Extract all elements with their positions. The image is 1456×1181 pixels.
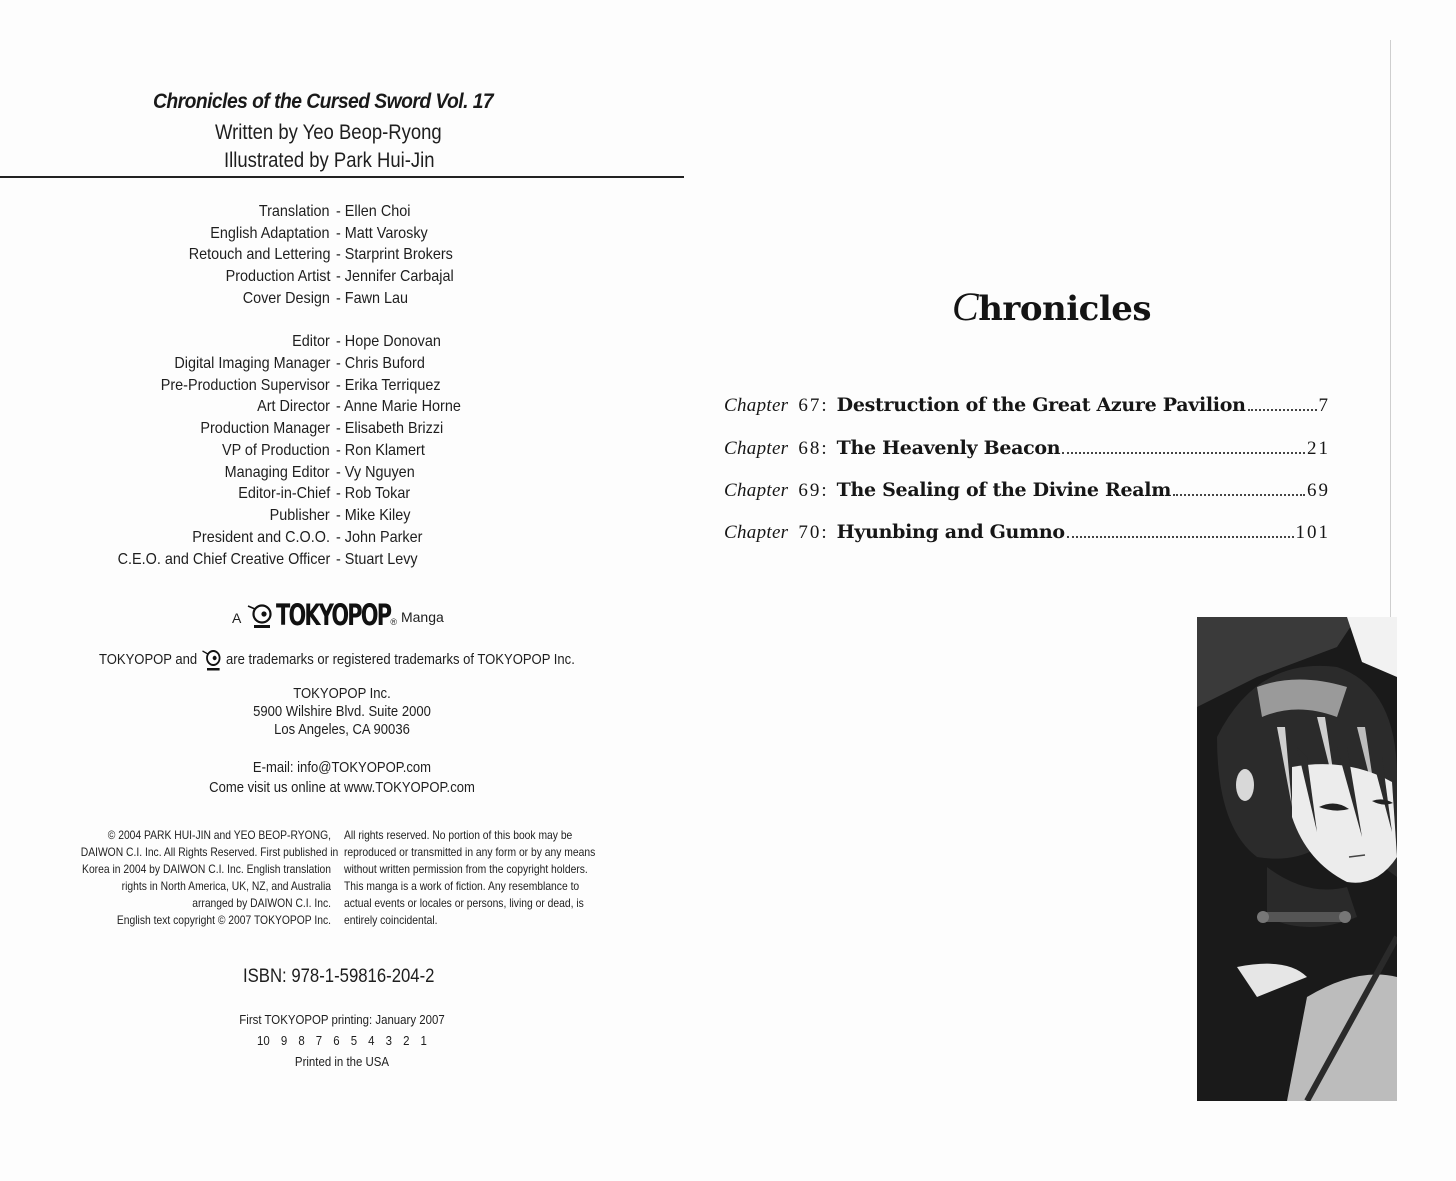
credit-name: - Stuart Levy: [336, 551, 418, 568]
address-line: 5900 Wilshire Blvd. Suite 2000: [253, 704, 431, 720]
credit-row: [0, 420, 700, 442]
publisher-address: [0, 685, 684, 739]
credit-role: Digital Imaging Manager: [173, 355, 330, 372]
credit-name: - Elisabeth Brizzi: [336, 420, 444, 437]
tokyopop-eye-logo-icon: [247, 602, 273, 628]
credit-name: - Fawn Lau: [336, 290, 409, 307]
printed-in: Printed in the USA: [294, 1054, 390, 1069]
rights-line: actual events or locales or persons, living or dead, is: [344, 896, 584, 910]
toc-page-number: 69: [1307, 480, 1330, 501]
credit-row: [0, 225, 700, 247]
credit-name: - Chris Buford: [336, 355, 425, 372]
copyright-notice: [40, 827, 339, 929]
publisher-logo-line: [232, 600, 444, 630]
credit-role: Production Manager: [200, 420, 330, 437]
toc-chapter-label: Chapter: [724, 438, 789, 459]
credit-name: - Erika Terriquez: [336, 377, 441, 394]
publisher-contact: [0, 758, 684, 798]
illustrator-credit: Illustrated by Park Hui-Jin: [224, 149, 435, 172]
toc-chapter-title: Destruction of the Great Azure Pavilion: [836, 394, 1246, 416]
toc-chapter-label: Chapter: [724, 522, 789, 543]
credit-row: [0, 442, 700, 464]
author-credit: Written by Yeo Beop-Ryong: [215, 121, 442, 144]
website-line: Come visit us online at www.TOKYOPOP.com: [209, 780, 475, 796]
copyright-line: © 2004 PARK HUI-JIN and YEO BEOP-RYONG,: [107, 828, 331, 842]
credit-name: - Mike Kiley: [336, 507, 411, 524]
credit-name: - Vy Nguyen: [336, 464, 415, 481]
credit-row: [0, 551, 700, 573]
toc-leader-dots: [1248, 408, 1317, 411]
toc-chapter-number: 67:: [798, 395, 829, 416]
credit-row: [0, 268, 700, 290]
heading-initial: C: [952, 284, 979, 329]
toc-entry[interactable]: [724, 479, 1330, 507]
toc-chapter-title: Hyunbing and Gumno: [836, 521, 1065, 543]
credit-role: English Adaptation: [210, 225, 330, 242]
rights-notice: [344, 827, 644, 929]
credit-name: - Rob Tokar: [336, 485, 411, 502]
credit-row: [0, 529, 700, 551]
rights-line: reproduced or transmitted in any form or by any means: [344, 845, 596, 859]
credit-row: [0, 377, 700, 399]
credit-role: Art Director: [257, 398, 330, 415]
credit-role: Retouch and Lettering: [188, 246, 330, 263]
toc-page-number: 101: [1295, 522, 1330, 543]
credit-name: - Matt Varosky: [336, 225, 428, 242]
credit-role: Publisher: [269, 507, 330, 524]
credit-role: Editor-in-Chief: [237, 485, 330, 502]
registered-mark: ®: [390, 617, 397, 627]
credit-name: - Hope Donovan: [336, 333, 441, 350]
credit-row: [0, 290, 700, 312]
rights-line: without written permission from the copyright holders.: [344, 862, 588, 876]
toc-chapter-number: 68:: [798, 438, 829, 459]
trademark-notice: [99, 648, 575, 672]
credit-row: [0, 464, 700, 486]
toc-leader-dots: [1062, 451, 1305, 454]
rights-line: entirely coincidental.: [344, 913, 438, 927]
toc-entry[interactable]: [724, 521, 1330, 549]
tokyopop-eye-icon: [202, 648, 222, 672]
logo-suffix: Manga: [400, 609, 444, 625]
credit-name: - John Parker: [336, 529, 423, 546]
credit-name: - Ellen Choi: [336, 203, 411, 220]
credit-role: VP of Production: [222, 442, 330, 459]
toc-chapter-label: Chapter: [724, 480, 789, 501]
credit-role: President and C.O.O.: [192, 529, 330, 546]
credit-row: [0, 507, 700, 529]
credit-row: [0, 398, 700, 420]
credit-name: - Ron Klamert: [336, 442, 425, 459]
credit-row: [0, 485, 700, 507]
credit-role: Cover Design: [242, 290, 330, 307]
credit-row: [0, 246, 700, 268]
logo-prefix: A: [232, 610, 242, 626]
credit-name: - Anne Marie Horne: [336, 398, 461, 415]
toc-chapter-title: The Heavenly Beacon: [836, 437, 1061, 459]
toc-leader-dots: [1173, 493, 1305, 496]
rights-line: This manga is a work of fiction. Any resemblance to: [344, 879, 580, 893]
toc-page-number: 21: [1307, 438, 1330, 459]
email-line: E-mail: info@TOKYOPOP.com: [252, 760, 432, 776]
isbn: ISBN: 978-1-59816-204-2: [243, 966, 435, 987]
first-printing: First TOKYOPOP printing: January 2007: [239, 1012, 445, 1027]
credit-role: Managing Editor: [225, 464, 330, 481]
credit-row: [0, 333, 700, 355]
credit-role: C.E.O. and Chief Creative Officer: [117, 551, 330, 568]
header-divider: [0, 176, 684, 178]
address-line: Los Angeles, CA 90036: [274, 722, 410, 738]
printing-info: [0, 1009, 684, 1072]
contents-heading: [952, 283, 1151, 330]
copyright-line: DAIWON C.I. Inc. All Rights Reserved. First published in: [80, 845, 339, 859]
book-title: Chronicles of the Cursed Sword Vol. 17: [153, 90, 494, 113]
print-line: 10 9 8 7 6 5 4 3 2 1: [257, 1033, 427, 1048]
copyright-line: rights in North America, UK, NZ, and Australia: [121, 879, 331, 893]
trademark-text-before: TOKYOPOP and: [99, 652, 198, 668]
toc-chapter-label: Chapter: [724, 395, 789, 416]
trademark-text-after: are trademarks or registered trademarks of TOKYOPOP Inc.: [225, 652, 575, 668]
credit-role: Production Artist: [225, 268, 330, 285]
credit-row: [0, 355, 700, 377]
toc-leader-dots: [1067, 535, 1294, 538]
address-line: TOKYOPOP Inc.: [293, 686, 391, 702]
toc-entry[interactable]: [724, 394, 1330, 422]
copyright-line: Korea in 2004 by DAIWON C.I. Inc. English translation: [82, 862, 331, 876]
rights-line: All rights reserved. No portion of this book may be: [344, 828, 573, 842]
credit-role: Pre-Production Supervisor: [161, 377, 330, 394]
toc-chapter-number: 70:: [798, 522, 829, 543]
heading-rest: hronicles: [978, 289, 1152, 329]
credit-name: - Starprint Brokers: [336, 246, 453, 263]
copyright-line: English text copyright © 2007 TOKYOPOP Inc.: [116, 913, 331, 927]
toc-chapter-title: The Sealing of the Divine Realm: [836, 479, 1172, 501]
tokyopop-wordmark: TOKYOPOP: [276, 598, 391, 632]
credit-role: Editor: [292, 333, 330, 350]
toc-entry[interactable]: [724, 437, 1330, 465]
copyright-line: arranged by DAIWON C.I. Inc.: [192, 896, 331, 910]
credit-name: - Jennifer Carbajal: [336, 268, 454, 285]
credit-row: [0, 203, 700, 225]
toc-page-number: 7: [1318, 395, 1330, 416]
credit-role: Translation: [259, 203, 330, 220]
manga-character-portrait-image: [1197, 617, 1397, 1101]
toc-chapter-number: 69:: [798, 480, 829, 501]
